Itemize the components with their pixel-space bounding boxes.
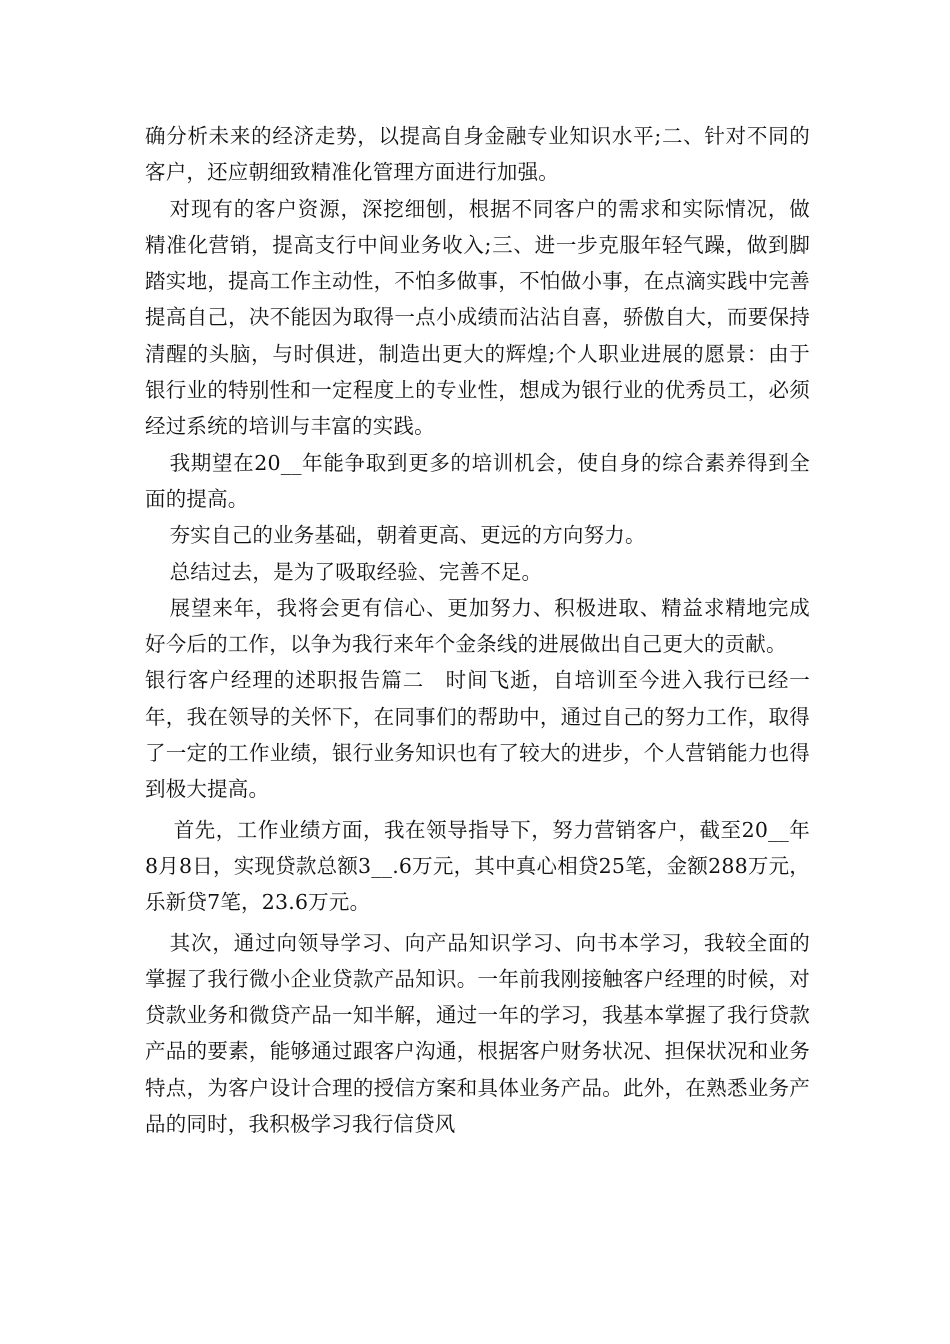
paragraph-6: 展望来年，我将会更有信心、更加努力、积极进取、精益求精地完成好今后的工作，以争为我行来年个金条线的进展做出自己更大的贡献。 <box>145 595 810 657</box>
paragraph-5: 总结过去，是为了吸取经验、完善不足。 <box>169 559 543 584</box>
paragraph-3: 我期望在20__年能争取到更多的培训机会，使自身的综合素养得到全面的提高。 <box>145 450 810 511</box>
paragraph-9: 其次，通过向领导学习、向产品知识学习、向书本学习，我较全面的掌握了我行微小企业贷款产品知识。一年前我刚接触客户经理的时候，对贷款业务和微贷产品一知半解，通过一年的学习，我基本掌握了我行贷款产品的要素，能够通过跟客户沟通，根据客户财务状况、担保状况和业务特点，为客户设计合理的授信方案和具体业务产品。此外，在熟悉业务产品的同时，我积极学习我行信贷风 <box>145 930 810 1137</box>
paragraph-4: 夯实自己的业务基础，朝着更高、更远的方向努力。 <box>169 523 646 548</box>
paragraph-2: 对现有的客户资源，深挖细刨，根据不同客户的需求和实际情况，做精准化营销，提高支行中间业务收入;三、进一步克服年轻气躁，做到脚踏实地，提高工作主动性，不怕多做事，不怕做小事，在点滴实践中完善提高自己，决不能因为取得一点小成绩而沾沾自喜，骄傲自大，而要保持清醒的头脑，与时俱进，制造出更大的辉煌;个人职业进展的愿景：由于银行业的特别性和一定程度上的专业性，想成为银行业的优秀员工，必须经过系统的培训与丰富的实践。 <box>145 196 810 439</box>
document-body <box>145 118 810 1142</box>
paragraph-8: 首先，工作业绩方面，我在领导指导下，努力营销客户，截至20__年8月8日，实现贷款总额3__.6万元，其中真心相贷25笔，金额288万元，乐新贷7笔，23.6万元。 <box>145 817 810 915</box>
paragraph-1: 确分析未来的经济走势，以提高自身金融专业知识水平;二、针对不同的客户，还应朝细致精准化管理方面进行加强。 <box>145 124 810 185</box>
paragraph-7: 银行客户经理的述职报告篇二 时间飞逝，自培训至今进入我行已经一年，我在领导的关怀下，在同事们的帮助中，通过自己的努力工作，取得了一定的工作业绩，银行业务知识也有了较大的进步，个人营销能力也得到极大提高。 <box>145 668 810 802</box>
